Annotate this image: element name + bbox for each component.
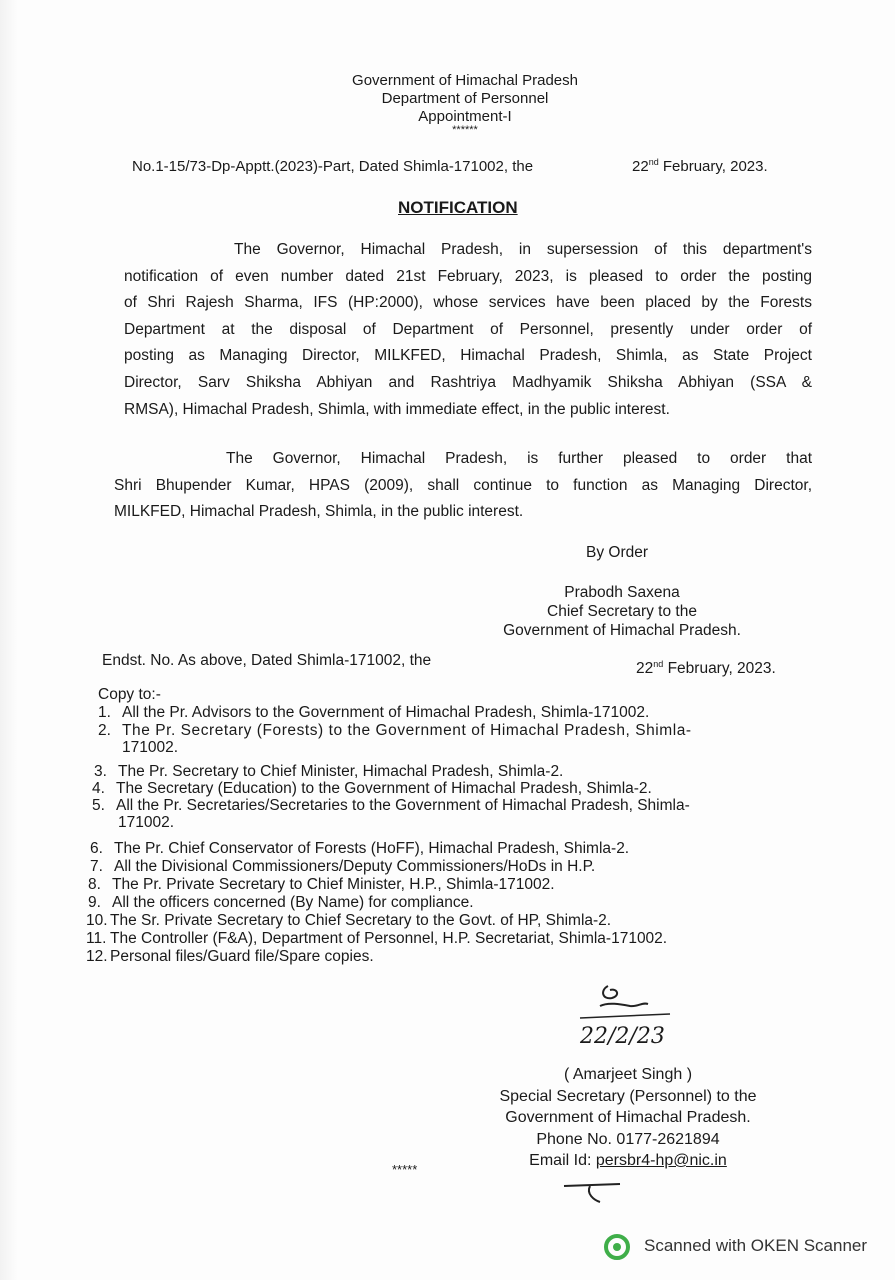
copy-to-label: Copy to:- <box>98 686 161 703</box>
paragraph-line: Department at the disposal of Department of Personnel, presently under order of <box>124 320 812 338</box>
copy-item-continuation: 171002. <box>122 739 179 756</box>
paragraph-line: posting as Managing Director, MILKFED, Himachal Pradesh, Shimla, as State Project <box>124 347 812 365</box>
copy-item: 5. All the Pr. Secretaries/Secretaries to the Government of Himachal Pradesh, Shimla- <box>92 797 690 814</box>
end-stars: ***** <box>392 1162 418 1177</box>
copy-item: 12. Personal files/Guard file/Spare copies. <box>86 948 374 965</box>
pen-mark <box>560 1178 630 1208</box>
copy-item: 10. The Sr. Private Secretary to Chief Secretary to the Govt. of HP, Shimla-2. <box>86 912 612 929</box>
order-signatory-name: Prabodh Saxena <box>564 584 680 601</box>
header-stars: ****** <box>452 124 478 136</box>
paragraph-line: The Governor, Himachal Pradesh, is further pleased to order that <box>226 450 812 467</box>
paragraph-line: Director, Sarv Shiksha Abhiyan and Rashtriya Madhyamik Shiksha Abhiyan (SSA & <box>124 373 812 391</box>
signature-date: 22/2/23 <box>580 1024 665 1049</box>
copy-item: 3. The Pr. Secretary to Chief Minister, Himachal Pradesh, Shimla-2. <box>94 763 564 780</box>
signatory-designation: Special Secretary (Personnel) to the <box>499 1088 757 1105</box>
scan-edge-shadow <box>0 0 18 1280</box>
by-order: By Order <box>586 544 649 561</box>
paragraph-line: Shri Bhupender Kumar, HPAS (2009), shall continue to function as Managing Director, <box>114 476 812 494</box>
reference-number: No.1-15/73-Dp-Apptt.(2023)-Part, Dated Shimla-171002, the <box>132 158 534 175</box>
copy-item: 9. All the officers concerned (By Name) for compliance. <box>88 894 474 911</box>
paragraph-line: RMSA), Himachal Pradesh, Shimla, with immediate effect, in the public interest. <box>124 400 670 418</box>
signatory-phone: Phone No. 0177-2621894 <box>536 1131 720 1148</box>
header-section: Appointment-I <box>418 108 512 125</box>
reference-date: 22nd February, 2023. <box>632 157 768 175</box>
email-link[interactable]: persbr4-hp@nic.in <box>595 1152 727 1169</box>
header-department: Department of Personnel <box>381 90 549 107</box>
endorsement-number: Endst. No. As above, Dated Shimla-171002, the <box>102 652 432 669</box>
notification-paragraph-1 <box>124 237 812 423</box>
copy-item: 8. The Pr. Private Secretary to Chief Minister, H.P., Shimla-171002. <box>88 876 555 893</box>
endorsement-date: 22nd February, 2023. <box>636 658 776 677</box>
copy-item: 6. The Pr. Chief Conservator of Forests (HoFF), Himachal Pradesh, Shimla-2. <box>90 840 630 857</box>
signatory-email: Email Id: persbr4-hp@nic.in <box>529 1152 727 1169</box>
signatory-name: ( Amarjeet Singh ) <box>563 1066 693 1083</box>
notification-paragraph-2 <box>114 446 812 526</box>
copy-item: 4. The Secretary (Education) to the Government of Himachal Pradesh, Shimla-2. <box>92 780 652 797</box>
copy-item: 7. All the Divisional Commissioners/Deputy Commissioners/HoDs in H.P. <box>90 858 596 875</box>
paragraph-line: MILKFED, Himachal Pradesh, Shimla, in the public interest. <box>114 503 524 521</box>
copy-item-continuation: 171002. <box>118 814 175 831</box>
copy-item: 1. All the Pr. Advisors to the Government of Himachal Pradesh, Shimla-171002. <box>98 704 650 721</box>
paragraph-line: The Governor, Himachal Pradesh, in supersession of this department's <box>234 241 812 258</box>
copy-item: 2. The Pr. Secretary (Forests) to the Government of Himachal Pradesh, Shimla- <box>98 722 692 739</box>
paragraph-line: of Shri Rajesh Sharma, IFS (HP:2000), whose services have been placed by the Forests <box>124 294 812 312</box>
header-government: Government of Himachal Pradesh <box>352 72 578 89</box>
order-signatory-government: Government of Himachal Pradesh. <box>503 622 741 639</box>
scanner-watermark-text: Scanned with OKEN Scanner <box>644 1236 868 1255</box>
copy-item: 11. The Controller (F&A), Department of Personnel, H.P. Secretariat, Shimla-171002. <box>86 930 668 947</box>
oken-scanner-logo-icon <box>604 1234 630 1260</box>
notification-title: NOTIFICATION <box>398 198 518 217</box>
signatory-government: Government of Himachal Pradesh. <box>505 1109 751 1126</box>
order-signatory-designation: Chief Secretary to the <box>547 603 697 620</box>
paragraph-line: notification of even number dated 21st February, 2023, is pleased to order the posting <box>124 267 812 285</box>
